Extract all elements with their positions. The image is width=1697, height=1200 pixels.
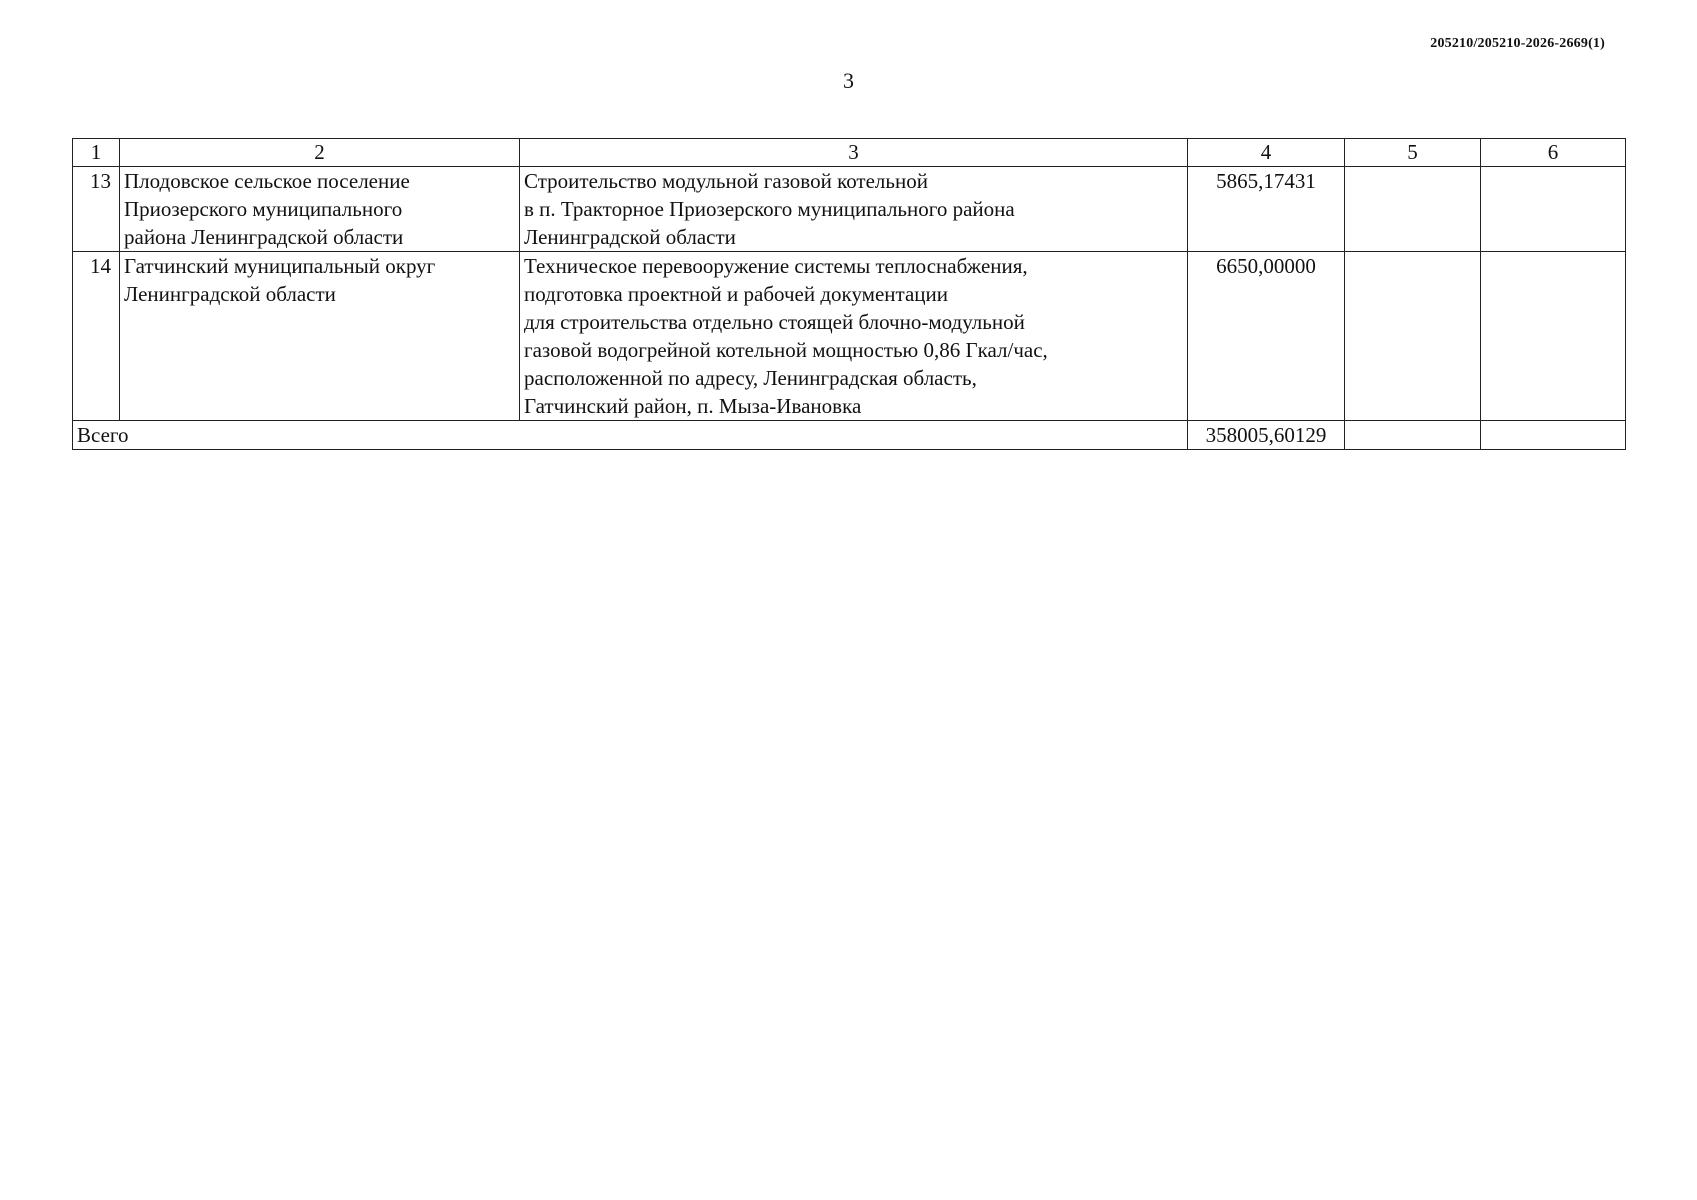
row-number: 13 <box>73 167 120 252</box>
col5-cell <box>1345 167 1481 252</box>
page-number: 3 <box>843 68 854 93</box>
header-cell-6: 6 <box>1481 139 1626 167</box>
recipient-cell: Гатчинский муниципальный округ Ленинградской области <box>120 252 520 421</box>
object-cell: Техническое перевооружение системы теплоснабжения, подготовка проектной и рабочей документации для строительства отдельно стоящей блочно-модульной газовой водогрейной котельной мощностью 0,86 Гкал/час, расположенной по адресу, Ленинградская область, Гатчинский район, п. Мыза-Ивановка <box>520 252 1188 421</box>
row-number: 14 <box>73 252 120 421</box>
object-cell: Строительство модульной газовой котельной в п. Тракторное Приозерского муниципального района Ленинградской области <box>520 167 1188 252</box>
header-cell-4: 4 <box>1188 139 1345 167</box>
recipient-cell: Плодовское сельское поселение Приозерского муниципального района Ленинградской области <box>120 167 520 252</box>
subsidy-table <box>72 138 1626 450</box>
total-label: Всего <box>73 421 1188 450</box>
table-row <box>73 252 1626 421</box>
col6-cell <box>1481 252 1626 421</box>
total-amount: 358005,60129 <box>1188 421 1345 450</box>
col6-cell <box>1481 167 1626 252</box>
header-cell-2: 2 <box>120 139 520 167</box>
header-cell-5: 5 <box>1345 139 1481 167</box>
amount-cell: 6650,00000 <box>1188 252 1345 421</box>
header-cell-3: 3 <box>520 139 1188 167</box>
col5-cell <box>1345 252 1481 421</box>
table-header-row <box>73 139 1626 167</box>
total-col6-cell <box>1481 421 1626 450</box>
table-row <box>73 167 1626 252</box>
header-cell-1: 1 <box>73 139 120 167</box>
total-row <box>73 421 1626 450</box>
amount-cell: 5865,17431 <box>1188 167 1345 252</box>
total-col5-cell <box>1345 421 1481 450</box>
document-id: 205210/205210-2026-2669(1) <box>1430 36 1605 51</box>
